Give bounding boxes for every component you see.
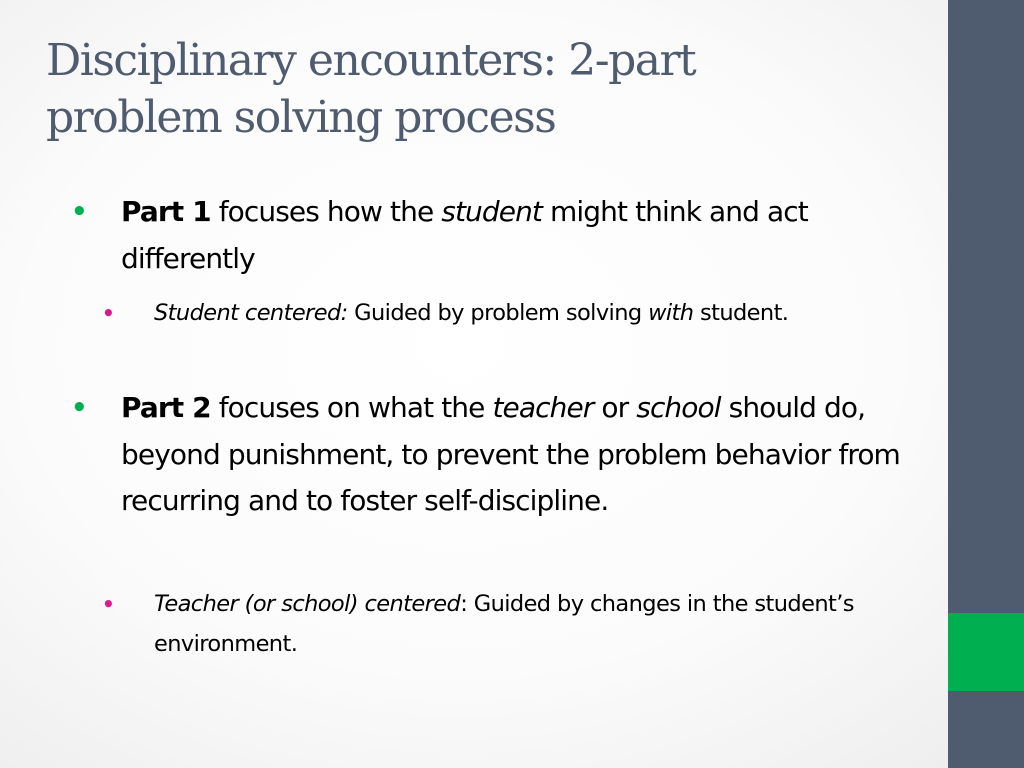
bullet-part-2 [71,385,901,525]
sidebar-slate-bottom [948,691,1024,768]
sub-bullet-part-2-text: : Guided by changes in the student’s environment. [154,591,854,657]
sidebar-slate-block [948,0,1024,613]
bullet-part-1-emphasis: student [441,195,543,228]
decorative-sidebar [948,0,1024,768]
title-line-1: Disciplinary encounters: 2-part [46,35,696,86]
sub-bullet-part-1-text-a: Guided by problem solving [347,300,649,326]
title-line-2: problem solving process [46,92,556,143]
slide-title [46,32,926,146]
bullet-part-2-label: Part 2 [121,391,211,424]
bullet-part-1-label: Part 1 [121,195,211,228]
bullet-part-2-text-a: focuses on what the [210,391,493,424]
sub-bullet-part-1 [102,293,874,333]
sub-bullet-part-1-emphasis-with: with [648,300,694,326]
bullet-part-2-emphasis-teacher: teacher [492,391,594,424]
bullet-part-2-text-b: or [593,391,637,424]
sub-bullet-dot-icon: • [102,592,115,616]
bullet-part-2-text-c: should do, beyond punishment, to prevent the problem behavior from recurring and to foster self-discipline. [121,391,900,517]
bullet-part-1-text-a: focuses how the [210,195,442,228]
bullet-part-1 [71,189,901,282]
bullet-part-2-emphasis-school: school [636,391,721,424]
sub-bullet-part-1-emphasis: Student centered: [154,300,348,326]
sub-bullet-part-2 [102,584,874,664]
sub-bullet-dot-icon: • [102,301,115,325]
sub-bullet-part-1-text-b: student. [693,300,789,326]
bullet-part-1-text-b: might think and act differently [121,195,808,275]
bullet-dot-icon: • [71,393,87,423]
sub-bullet-part-2-emphasis: Teacher (or school) centered [154,591,461,617]
bullet-dot-icon: • [71,197,87,227]
sidebar-green-accent [948,613,1024,691]
